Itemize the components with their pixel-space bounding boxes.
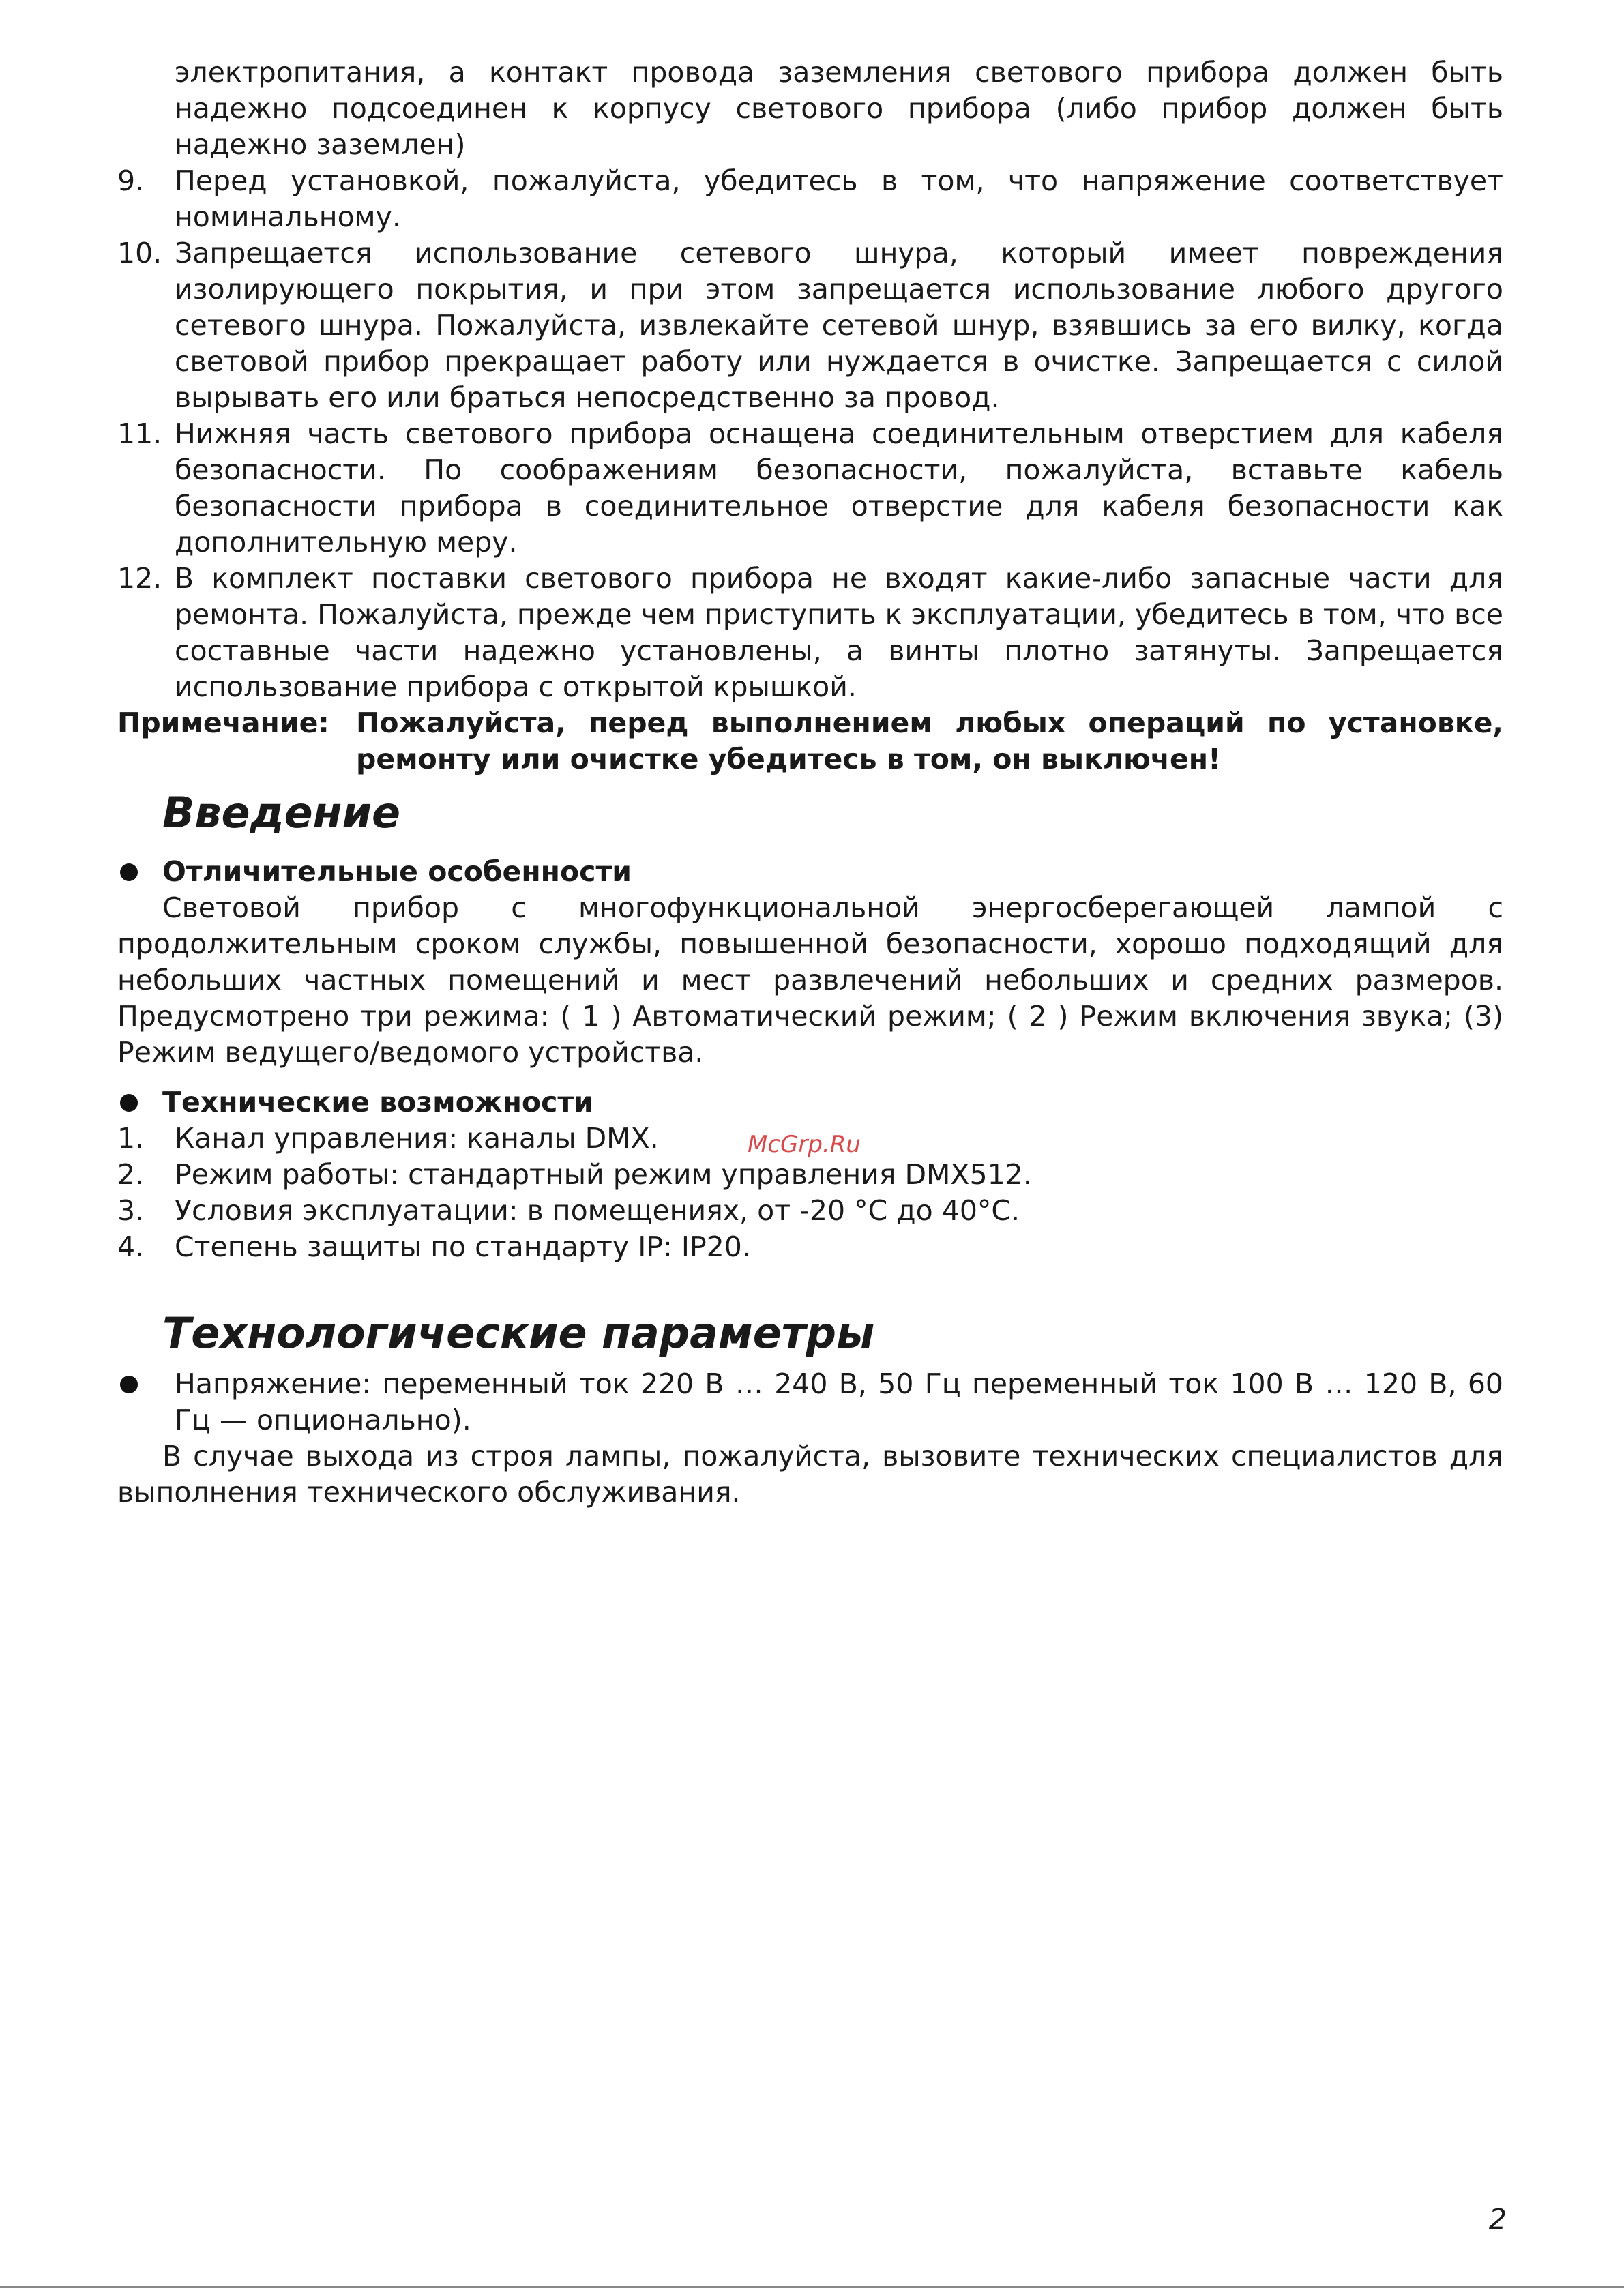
document-page: [117, 55, 1503, 1511]
list-text: Режим работы: стандартный режим управления DMX512.: [175, 1158, 1032, 1191]
subsection-features: [117, 854, 1503, 890]
page-number: 2: [1488, 2203, 1507, 2236]
service-paragraph: В случае выхода из строя лампы, пожалуйста, вызовите технических специалистов для выполнения технического обслуживания.: [117, 1440, 1503, 1509]
subsection-heading: Технические возможности: [162, 1086, 593, 1119]
list-item: [117, 561, 1503, 705]
note-text: Пожалуйста, перед выполнением любых операций по установке, ремонту или очистке убедитесь в том, он выключен!: [356, 707, 1503, 775]
list-number: 1.: [117, 1122, 145, 1155]
bullet-icon: [120, 1376, 138, 1393]
bullet-icon: [120, 863, 138, 881]
watermark: McGrp.Ru: [748, 1131, 861, 1158]
list-text: Условия эксплуатации: в помещениях, от -20 °С до 40°С.: [175, 1194, 1020, 1227]
bullet-item-voltage: [117, 1366, 1503, 1438]
voltage-text: Напряжение: переменный ток 220 В … 240 В, 50 Гц переменный ток 100 В … 120 В, 60 Гц — опционально).: [175, 1367, 1503, 1436]
list-number: 3.: [117, 1194, 145, 1227]
list-text: Степень защиты по стандарту IP: IP20.: [175, 1230, 751, 1263]
continuation-paragraph: электропитания, а контакт провода заземления светового прибора должен быть надежно подсоединен к корпусу светового прибора (либо прибор должен быть надежно заземлен): [175, 56, 1503, 161]
list-number: 10.: [117, 237, 162, 269]
section-title-params: Технологические параметры: [162, 1308, 875, 1358]
features-paragraph: Световой прибор с многофункциональной энергосберегающей лампой с продолжительным сроком службы, повышенной безопасности, хорошо подходящий для небольших частных помещений и мест развлечений небольших и средних размеров. Предусмотрено три режима: ( 1 ) Автоматический режим; ( 2 ) Режим включения звука; (3) Режим ведущего/ведомого устройства.: [117, 891, 1503, 1069]
list-number: 9.: [117, 164, 145, 197]
list-text: Нижняя часть светового прибора оснащена соединительным отверстием для кабеля безопасности. По соображениям безопасности, пожалуйста, вставьте кабель безопасности прибора в соединительное отверстие для кабеля безопасности как дополнительную меру.: [175, 417, 1503, 559]
note-block: [117, 705, 1503, 778]
list-text: В комплект поставки светового прибора не входят какие-либо запасные части для ремонта. Пожалуйста, прежде чем приступить к эксплуатации, убедитесь в том, что все составные части надежно установлены, а винты плотно затянуты. Запрещается использование прибора с открытой крышкой.: [175, 562, 1503, 703]
subsection-heading: Отличительные особенности: [162, 855, 632, 888]
list-number: 12.: [117, 562, 162, 595]
subsection-tech: [117, 1084, 1503, 1121]
list-item: [117, 1193, 1503, 1229]
note-label: Примечание:: [117, 707, 329, 739]
page-bottom-divider: [0, 2286, 1624, 2288]
list-text: Перед установкой, пожалуйста, убедитесь в том, что напряжение соответствует номинальному.: [175, 164, 1503, 233]
list-number: 2.: [117, 1158, 145, 1191]
list-number: 4.: [117, 1230, 145, 1263]
list-item: [117, 1157, 1503, 1193]
bullet-icon: [120, 1094, 138, 1112]
list-item: [117, 163, 1503, 235]
section-title-intro: Введение: [162, 788, 400, 838]
list-item: [117, 416, 1503, 561]
list-text: Запрещается использование сетевого шнура, который имеет повреждения изолирующего покрытия, и при этом запрещается использование любого другого сетевого шнура. Пожалуйста, извлекайте сетевой шнур, взявшись за его вилку, когда световой прибор прекращает работу или нуждается в очистке. Запрещается с силой вырывать его или браться непосредственно за провод.: [175, 237, 1503, 414]
list-item: [117, 1229, 1503, 1265]
list-text: Канал управления: каналы DMX.: [175, 1122, 659, 1155]
list-number: 11.: [117, 417, 162, 450]
list-item: [117, 235, 1503, 416]
